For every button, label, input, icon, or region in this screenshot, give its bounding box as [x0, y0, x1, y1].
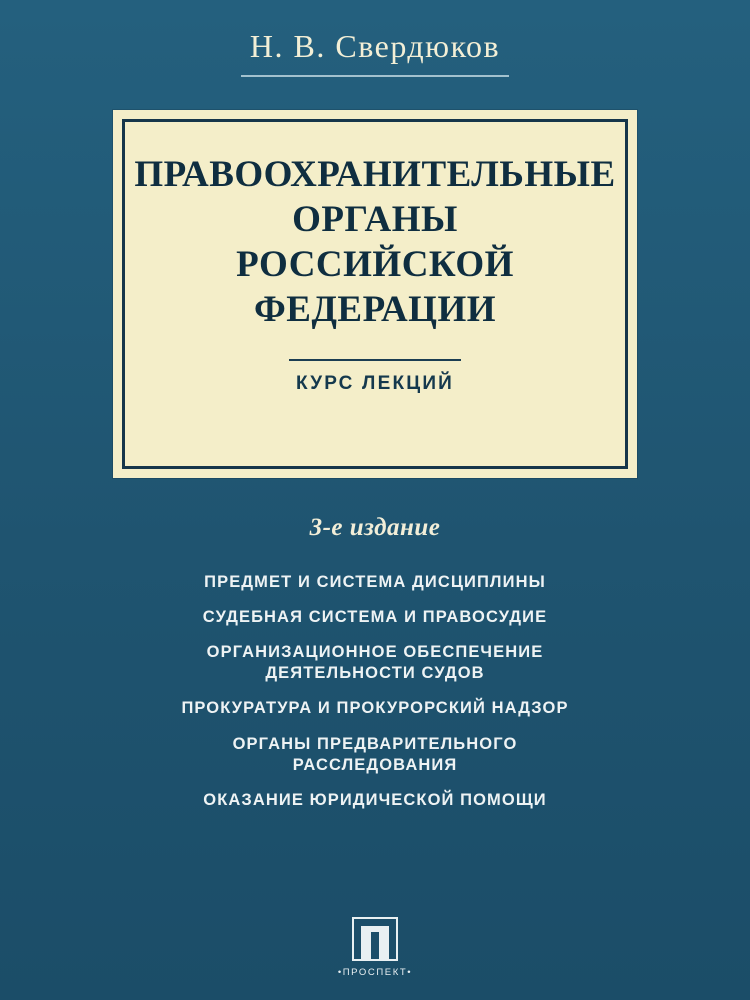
- title-plate: [113, 110, 637, 478]
- title-line-4: ФЕДЕРАЦИИ: [253, 289, 497, 331]
- topic-item: ПРОКУРАТУРА И ПРОКУРОРСКИЙ НАДЗОР: [181, 699, 569, 718]
- topic-item: СУДЕБНАЯ СИСТЕМА И ПРАВОСУДИЕ: [202, 608, 548, 627]
- topic-item: ОРГАНИЗАЦИОННОЕ ОБЕСПЕЧЕНИЕ ДЕЯТЕЛЬНОСТИ СУДОВ: [206, 643, 544, 683]
- topics-list: [140, 572, 610, 811]
- title-line-3: РОССИЙСКОЙ: [236, 244, 514, 286]
- title-plate-inner: [122, 119, 628, 469]
- title-line-2: ОРГАНЫ: [292, 199, 458, 241]
- title-divider: [289, 359, 461, 361]
- topic-item: ПРЕДМЕТ И СИСТЕМА ДИСЦИПЛИНЫ: [204, 573, 546, 591]
- book-title: [134, 152, 615, 333]
- publisher-name: •ПРОСПЕКТ•: [337, 967, 413, 978]
- publisher-block: [0, 917, 750, 978]
- topic-item: ОКАЗАНИЕ ЮРИДИЧЕСКОЙ ПОМОЩИ: [203, 790, 547, 809]
- author-name: Н. В. Свердюков: [249, 28, 501, 64]
- topic-item: ОРГАНЫ ПРЕДВАРИТЕЛЬНОГО РАССЛЕДОВАНИЯ: [232, 734, 518, 774]
- book-subtitle: КУРС ЛЕКЦИЙ: [295, 372, 455, 394]
- author-block: [0, 28, 750, 77]
- prospekt-logo-icon: [352, 917, 398, 961]
- author-underline: [241, 75, 509, 77]
- title-line-1: ПРАВООХРАНИТЕЛЬНЫЕ: [134, 154, 616, 195]
- edition-label: 3-е издание: [309, 514, 441, 541]
